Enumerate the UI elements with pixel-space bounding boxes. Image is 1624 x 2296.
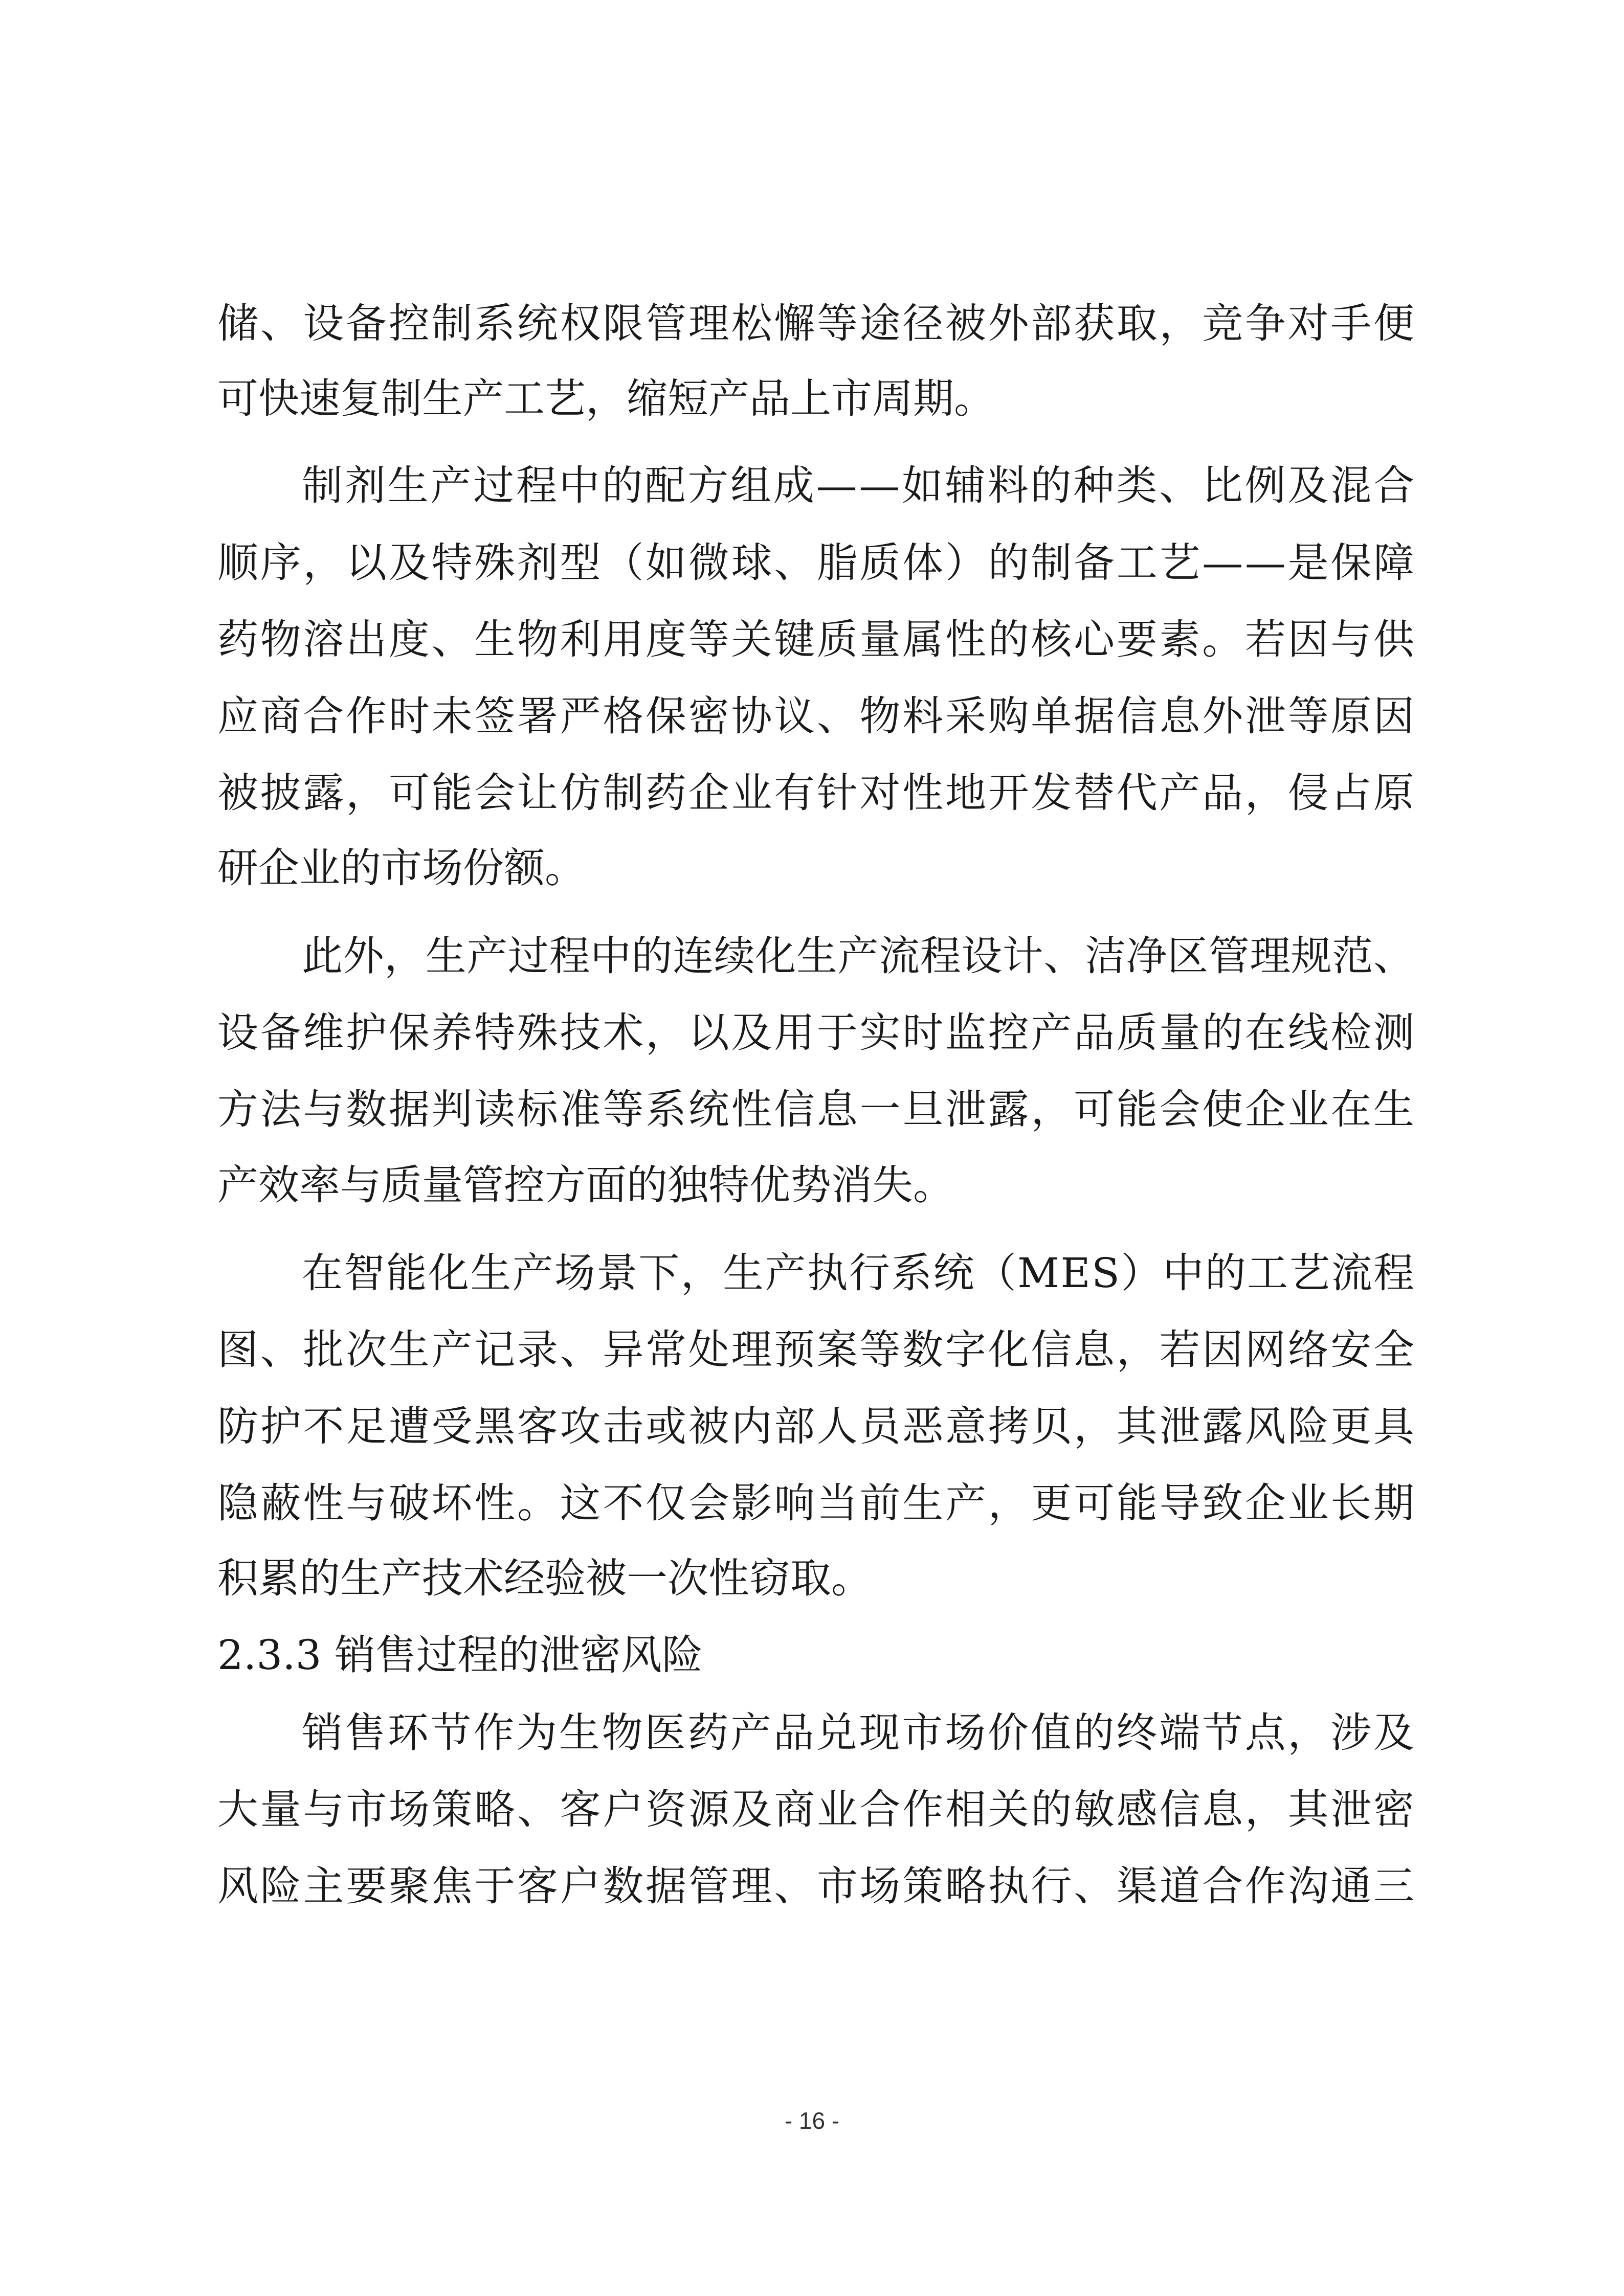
page-number: - 16 - [784, 2107, 840, 2134]
text-line: 大量与市场策略、客户资源及商业合作相关的敏感信息，其泄密 [217, 1786, 1416, 1833]
text-line: 应商合作时未签署严格保密协议、物料采购单据信息外泄等原因 [217, 692, 1416, 740]
paragraph-first-line: 在智能化生产场景下，生产执行系统（MES）中的工艺流程 [302, 1249, 1416, 1297]
paragraph-first-line: 此外，生产过程中的连续化生产流程设计、洁净区管理规范、 [302, 932, 1415, 980]
section-heading: 2.3.3 销售过程的泄密风险 [217, 1631, 703, 1679]
text-line: 药物溶出度、生物利用度等关键质量属性的核心要素。若因与供 [217, 616, 1416, 663]
text-line: 可快速复制生产工艺，缩短产品上市周期。 [217, 375, 995, 422]
paragraph-first-line: 销售环节作为生物医药产品兑现市场价值的终端节点，涉及 [302, 1709, 1416, 1757]
text-line: 防护不足遭受黑客攻击或被内部人员恶意拷贝，其泄露风险更具 [217, 1403, 1416, 1450]
text-line: 产效率与质量管控方面的独特优势消失。 [217, 1161, 954, 1209]
text-line: 被披露，可能会让仿制药企业有针对性地开发替代产品，侵占原 [217, 769, 1416, 817]
text-line: 隐蔽性与破坏性。这不仅会影响当前生产，更可能导致企业长期 [217, 1479, 1416, 1527]
text-line: 顺序，以及特殊剂型（如微球、脂质体）的制备工艺——是保障 [217, 539, 1416, 587]
text-line: 图、批次生产记录、异常处理预案等数字化信息，若因网络安全 [217, 1326, 1416, 1374]
text-line: 储、设备控制系统权限管理松懈等途径被外部获取，竞争对手便 [217, 300, 1416, 347]
paragraph-first-line: 制剂生产过程中的配方组成——如辅料的种类、比例及混合 [302, 462, 1416, 509]
text-line: 积累的生产技术经验被一次性窃取。 [217, 1555, 872, 1602]
text-line: 风险主要聚焦于客户数据管理、市场策略执行、渠道合作沟通三 [217, 1862, 1416, 1910]
text-line: 方法与数据判读标准等系统性信息一旦泄露，可能会使企业在生 [217, 1086, 1416, 1133]
text-line: 研企业的市场份额。 [217, 844, 586, 892]
text-line: 设备维护保养特殊技术，以及用于实时监控产品质量的在线检测 [217, 1009, 1416, 1056]
